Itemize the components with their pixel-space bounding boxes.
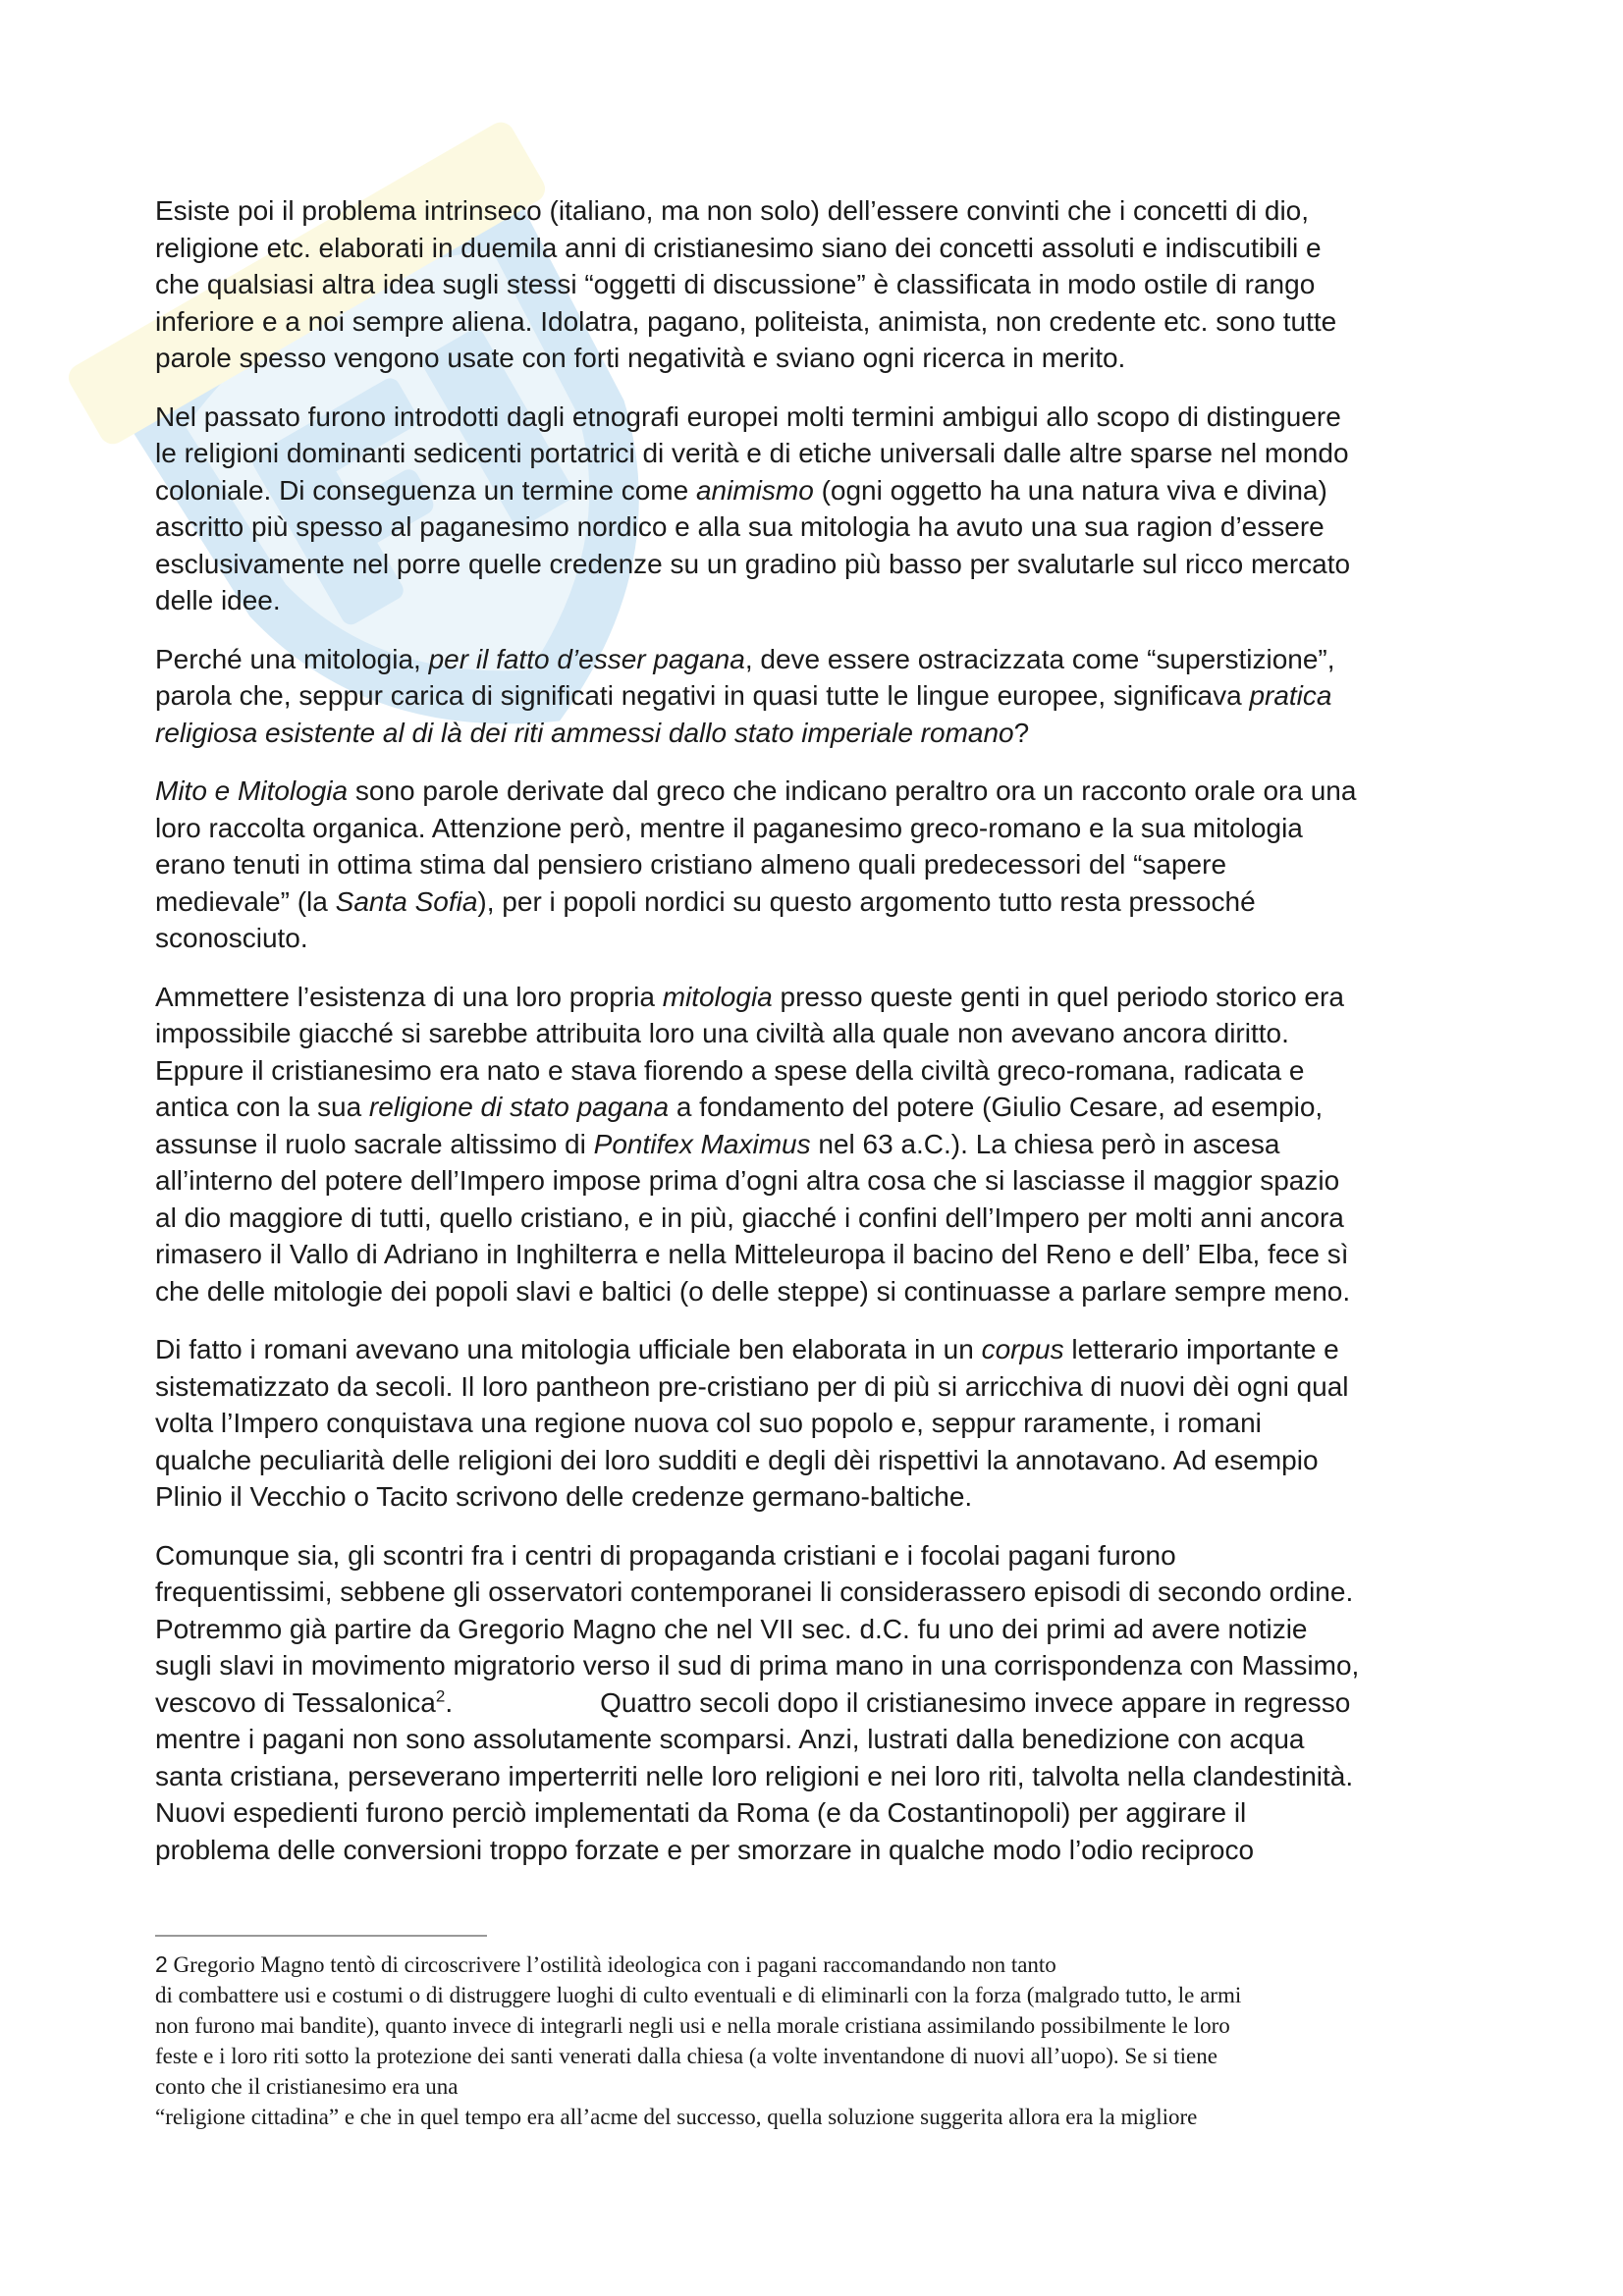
italic-text: Pontifex Maximus [593,1128,811,1159]
footnote-separator [155,1935,487,1937]
text-run: Nel passato furono introdotti dagli etnografi europei molti termini ambigui allo scopo di distinguere [155,400,1341,432]
text-run: sono parole derivate dal greco che indicano peraltro ora un racconto orale ora una [348,775,1357,806]
text-run: presso queste genti in quel periodo storico era [772,981,1344,1012]
text-run: al dio maggiore di tutti, quello cristiano, e in più, giacché i confini dell’Impero per molti anni ancora [155,1201,1344,1233]
text-line [155,677,1483,715]
text-run: santa cristiana, perseverano imperterriti nelle loro religioni e nei loro riti, talvolta nella clandestinità. [155,1760,1354,1791]
text-line [155,1368,1483,1406]
footnote-line: “religione cittadina” e che in quel tempo era all’acme del successo, quella soluzione suggerita allora era la migliore [155,2105,1198,2129]
text-line [155,641,1483,678]
text-run: . [445,1686,454,1718]
text-line [155,1126,1483,1163]
text-run: assunse il ruolo sacrale altissimo di [155,1128,594,1159]
italic-text: religione di stato pagana [368,1092,670,1122]
text-run: ), per i popoli nordici su questo argomento tutto resta pressoché [477,885,1256,917]
text-run: Di fatto i romani avevano una mitologia ufficiale ben elaborata in un [155,1334,982,1364]
text-line [155,883,1483,921]
text-run: Plinio il Vecchio o Tacito scrivono delle credenze germano-baltiche. [155,1481,973,1512]
text-line [155,1684,1483,1722]
text-run: che delle mitologie dei popoli slavi e baltici (o delle steppe) si continuasse a parlare sempre meno. [155,1275,1351,1307]
italic-text: per il fatto d’esser pagana [428,643,745,674]
text-line [155,1200,1483,1237]
text-line [155,1647,1483,1684]
footnote-line: conto che il cristianesimo era una [155,2074,459,2099]
italic-text: mitologia [662,981,773,1012]
main-text [155,192,1483,1890]
paragraph [155,979,1483,1310]
paragraph [155,1537,1483,1869]
text-line [155,1794,1483,1832]
text-line [155,1832,1483,1869]
text-line [155,1015,1483,1052]
text-line [155,773,1483,810]
text-run: inferiore e a noi sempre aliena. Idolatra, pagano, politeista, animista, non credente etc. sono tutte [155,305,1337,337]
text-run: parole spesso vengono usate con forti negatività e sviano ogni ricerca in merito. [155,343,1126,373]
text-line [155,1273,1483,1310]
text-line [155,1721,1483,1758]
text-run: letterario importante e [1063,1334,1339,1364]
italic-text: religiosa esistente al di là dei riti ammessi dallo stato imperiale romano [155,717,1014,748]
text-line [155,1478,1483,1516]
text-line [155,1758,1483,1795]
text-run: coloniale. Di conseguenza un termine come [155,474,696,506]
italic-text: animismo [695,474,814,506]
italic-text: Santa Sofia [335,885,478,917]
footnote-line: non furono mai bandite), quanto invece di integrarli negli usi e nella morale cristiana assimilando possibilmente le loro [155,2013,1230,2038]
paragraph [155,399,1483,619]
text-line [155,192,1483,230]
text-line [155,1052,1483,1090]
text-line [155,1162,1483,1200]
text-run: all’interno del potere dell’Impero impose prima d’ogni altra cosa che si lasciasse il maggior spazio [155,1165,1340,1196]
paragraph [155,1331,1483,1516]
footnote-reference: 2 [435,1686,446,1706]
text-run: parola che, seppur carica di significati negativi in quasi tutte le lingue europee, significava [155,680,1250,711]
text-run: sugli slavi in movimento migratorio verso il sud di prima mano in una corrispondenza con Massimo, [155,1650,1360,1681]
text-line [155,1236,1483,1273]
paragraph [155,192,1483,377]
italic-text: corpus [981,1334,1064,1364]
text-run: Esiste poi il problema intrinseco (italiano, ma non solo) dell’essere convinti che i concetti di dio, [155,195,1310,226]
footnote-line: 2 Gregorio Magno tentò di circoscrivere l’ostilità ideologica con i pagani raccomandando non tanto [155,1951,1056,1977]
footnote-line: di combattere usi e costumi o di distruggere luoghi di culto eventuali e di eliminarli con la forza (malgrado tutto, le armi [155,1983,1242,2007]
text-line [155,715,1483,752]
text-line [155,1405,1483,1442]
text-line [155,1442,1483,1479]
text-run: Comunque sia, gli scontri fra i centri di propaganda cristiani e i focolai pagani furono [155,1539,1176,1571]
footnote-number: 2 [155,1951,168,1977]
text-run: impossibile giacché si sarebbe attribuita loro una civiltà alla quale non avevano ancora diritto. [155,1018,1289,1048]
text-run: vescovo di Tessalonica [155,1686,436,1718]
text-run: medievale” (la [155,885,336,917]
text-line [155,508,1483,546]
text-run: religione etc. elaborati in duemila anni di cristianesimo siano dei concetti assoluti e indiscutibili e [155,232,1322,263]
text-run: che qualsiasi altra idea sugli stessi “oggetti di discussione” è classificata in modo ostile di rango [155,269,1316,299]
text-run: esclusivamente nel porre quelle credenze su un gradino più basso per svalutarle sul ricco mercato [155,548,1351,579]
text-run: antica con la sua [155,1092,369,1122]
text-run: rimasero il Vallo di Adriano in Inghilterra e nella Mitteleuropa il bacino del Reno e dell’ Elba, fece sì [155,1239,1349,1269]
paragraph [155,641,1483,752]
text-line [155,1537,1483,1575]
text-run: , deve essere ostracizzata come “superstizione”, [744,643,1335,674]
text-line [155,266,1483,303]
text-line [155,920,1483,957]
text-line [155,399,1483,436]
footnote [155,1949,1483,2132]
text-line [155,1574,1483,1611]
text-run: Eppure il cristianesimo era nato e stava fiorendo a spese della civiltà greco-romana, radicata e [155,1054,1305,1086]
text-run: Potremmo già partire da Gregorio Magno che nel VII sec. d.C. fu uno dei primi ad avere notizie [155,1613,1308,1644]
text-run: Nuovi espedienti furono perciò implementati da Roma (e da Costantinopoli) per aggirare il [155,1797,1247,1828]
text-run: problema delle conversioni troppo forzate e per smorzare in qualche modo l’odio reciproco [155,1834,1255,1865]
italic-text: Mito e Mitologia [155,775,349,806]
text-run: a fondamento del potere (Giulio Cesare, ad esempio, [669,1092,1324,1122]
text-line [155,1611,1483,1648]
text-run: ? [1013,717,1030,748]
text-line [155,230,1483,267]
text-run: sistematizzato da secoli. Il loro pantheon pre-cristiano per di più si arricchiva di nuovi dèi ogni qual [155,1370,1349,1402]
text-line [155,435,1483,472]
text-run: volta l’Impero conquistava una regione nuova col suo popolo e, seppur raramente, i romani [155,1408,1262,1438]
text-run: le religioni dominanti sedicenti portatrici di verità e di etiche universali dalle altre sparse nel mondo [155,438,1349,468]
text-run: Quattro secoli dopo il cristianesimo invece appare in regresso [600,1686,1351,1718]
text-line [155,1331,1483,1368]
text-line [155,846,1483,883]
text-run: loro raccolta organica. Attenzione però, mentre il paganesimo greco-romano e la sua mitologia [155,812,1303,843]
text-line [155,810,1483,847]
text-run: ascritto più spesso al paganesimo nordico e alla sua mitologia ha avuto una sua ragion d’essere [155,511,1325,542]
text-run: mentre i pagani non sono assolutamente scomparsi. Anzi, lustrati dalla benedizione con acqua [155,1724,1305,1754]
footnote-line: feste e i loro riti sotto la protezione dei santi venerati dalla chiesa (a volte inventandone di nuovi all’uopo). Se si tiene [155,2044,1217,2068]
text-run: (ogni oggetto ha una natura viva e divina) [813,474,1327,506]
text-line [155,1089,1483,1126]
text-run: frequentissimi, sebbene gli osservatori contemporanei li considerassero episodi di secondo ordine. [155,1576,1354,1607]
text-line [155,472,1483,509]
text-run: Ammettere l’esistenza di una loro propria [155,981,663,1012]
text-run: erano tenuti in ottima stima dal pensiero cristiano almeno quali predecessori del “sapere [155,849,1227,880]
text-run: qualche peculiarità delle religioni dei loro sudditi e degli dèi rispettivi la annotavano. Ad esempio [155,1444,1319,1475]
text-line [155,303,1483,341]
text-run: sconosciuto. [155,923,308,953]
text-line [155,582,1483,619]
paragraph [155,773,1483,957]
text-line [155,340,1483,377]
text-line [155,546,1483,583]
text-run: nel 63 a.C.). La chiesa però in ascesa [810,1128,1280,1159]
text-run: Perché una mitologia, [155,643,429,674]
text-line [155,979,1483,1016]
italic-text: pratica [1249,680,1332,711]
text-run: delle idee. [155,585,281,615]
